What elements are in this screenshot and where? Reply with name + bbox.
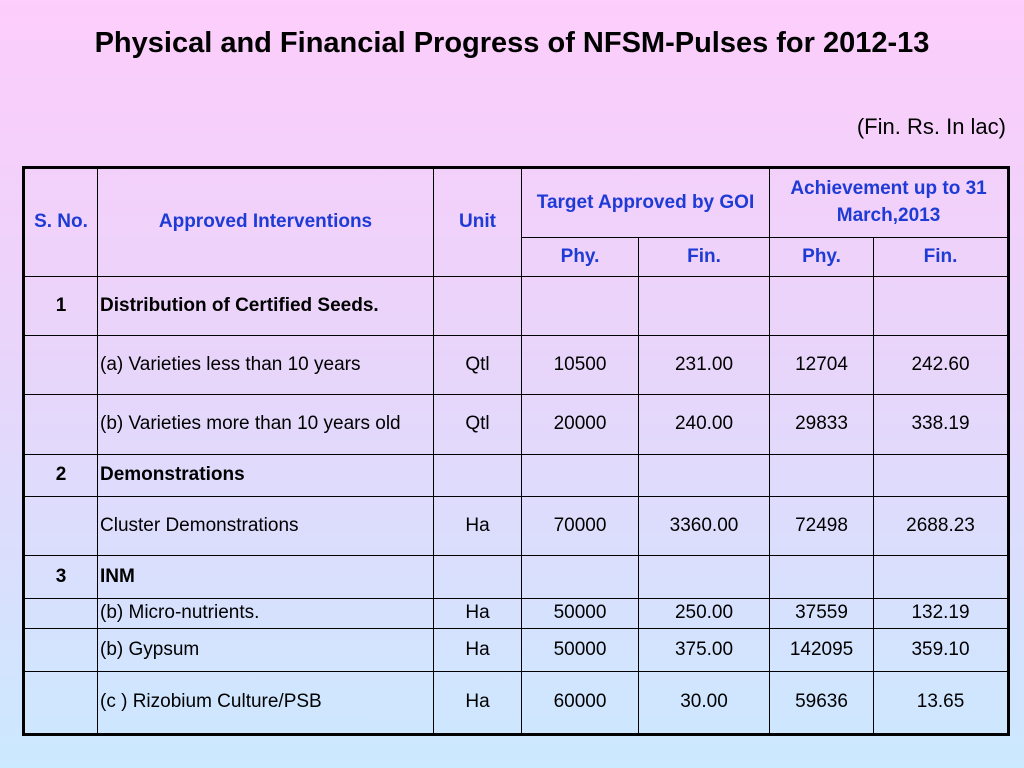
cell-achievement-fin: 132.19 <box>874 599 1009 629</box>
cell-intervention: (b) Micro-nutrients. <box>98 599 434 629</box>
cell-unit <box>434 277 522 336</box>
cell-target-phy: 70000 <box>522 497 639 556</box>
page-title: Physical and Financial Progress of NFSM-Pulses for 2012-13 <box>94 27 930 59</box>
cell-target-fin: 3360.00 <box>639 497 770 556</box>
table-row <box>24 556 1009 599</box>
cell-target-fin: 30.00 <box>639 672 770 735</box>
table-row <box>24 629 1009 672</box>
cell-intervention: (c ) Rizobium Culture/PSB <box>98 672 434 735</box>
header-interventions: Approved Interventions <box>98 168 434 277</box>
cell-unit: Ha <box>434 497 522 556</box>
unit-note: (Fin. Rs. In lac) <box>856 114 1006 139</box>
table-row <box>24 672 1009 735</box>
header-target-fin: Fin. <box>639 238 770 277</box>
progress-table <box>22 166 1010 736</box>
table-row <box>24 599 1009 629</box>
cell-achievement-phy: 37559 <box>770 599 874 629</box>
cell-intervention: (b) Gypsum <box>98 629 434 672</box>
cell-target-phy: 50000 <box>522 629 639 672</box>
cell-achievement-phy: 72498 <box>770 497 874 556</box>
header-sno: S. No. <box>24 168 98 277</box>
cell-intervention: Demonstrations <box>98 455 434 497</box>
cell-target-fin: 250.00 <box>639 599 770 629</box>
cell-achievement-fin: 359.10 <box>874 629 1009 672</box>
cell-achievement-fin: 13.65 <box>874 672 1009 735</box>
cell-achievement-fin: 338.19 <box>874 395 1009 455</box>
cell-unit <box>434 455 522 497</box>
cell-achievement-phy <box>770 455 874 497</box>
cell-sno <box>24 395 98 455</box>
cell-unit: Qtl <box>434 395 522 455</box>
cell-target-fin <box>639 556 770 599</box>
cell-intervention: (a) Varieties less than 10 years <box>98 336 434 395</box>
table-row <box>24 395 1009 455</box>
cell-unit: Qtl <box>434 336 522 395</box>
cell-intervention: Distribution of Certified Seeds. <box>98 277 434 336</box>
cell-achievement-fin <box>874 455 1009 497</box>
cell-target-phy: 10500 <box>522 336 639 395</box>
cell-achievement-phy <box>770 277 874 336</box>
cell-sno <box>24 629 98 672</box>
table-row <box>24 277 1009 336</box>
header-target: Target Approved by GOI <box>522 168 770 238</box>
cell-target-phy: 50000 <box>522 599 639 629</box>
table-row <box>24 455 1009 497</box>
cell-target-fin: 240.00 <box>639 395 770 455</box>
cell-sno <box>24 336 98 395</box>
cell-target-phy <box>522 455 639 497</box>
cell-achievement-phy: 29833 <box>770 395 874 455</box>
cell-achievement-fin <box>874 556 1009 599</box>
cell-target-fin <box>639 455 770 497</box>
cell-intervention: Cluster Demonstrations <box>98 497 434 556</box>
cell-achievement-phy <box>770 556 874 599</box>
header-achievement-phy: Phy. <box>770 238 874 277</box>
cell-sno: 3 <box>24 556 98 599</box>
cell-target-phy <box>522 556 639 599</box>
cell-target-phy: 60000 <box>522 672 639 735</box>
cell-sno <box>24 599 98 629</box>
cell-target-phy: 20000 <box>522 395 639 455</box>
cell-target-fin: 375.00 <box>639 629 770 672</box>
cell-achievement-phy: 59636 <box>770 672 874 735</box>
cell-sno <box>24 672 98 735</box>
header-achievement: Achievement up to 31 March,2013 <box>770 168 1009 238</box>
table-row <box>24 497 1009 556</box>
cell-achievement-phy: 12704 <box>770 336 874 395</box>
cell-achievement-phy: 142095 <box>770 629 874 672</box>
cell-achievement-fin: 242.60 <box>874 336 1009 395</box>
cell-target-fin <box>639 277 770 336</box>
header-achievement-fin: Fin. <box>874 238 1009 277</box>
cell-intervention: (b) Varieties more than 10 years old <box>98 395 434 455</box>
cell-sno: 2 <box>24 455 98 497</box>
cell-intervention: INM <box>98 556 434 599</box>
cell-unit: Ha <box>434 672 522 735</box>
cell-achievement-fin <box>874 277 1009 336</box>
cell-sno: 1 <box>24 277 98 336</box>
cell-unit <box>434 556 522 599</box>
table-row <box>24 336 1009 395</box>
cell-sno <box>24 497 98 556</box>
cell-achievement-fin: 2688.23 <box>874 497 1009 556</box>
header-target-phy: Phy. <box>522 238 639 277</box>
cell-unit: Ha <box>434 599 522 629</box>
cell-target-phy <box>522 277 639 336</box>
header-unit: Unit <box>434 168 522 277</box>
cell-target-fin: 231.00 <box>639 336 770 395</box>
cell-unit: Ha <box>434 629 522 672</box>
